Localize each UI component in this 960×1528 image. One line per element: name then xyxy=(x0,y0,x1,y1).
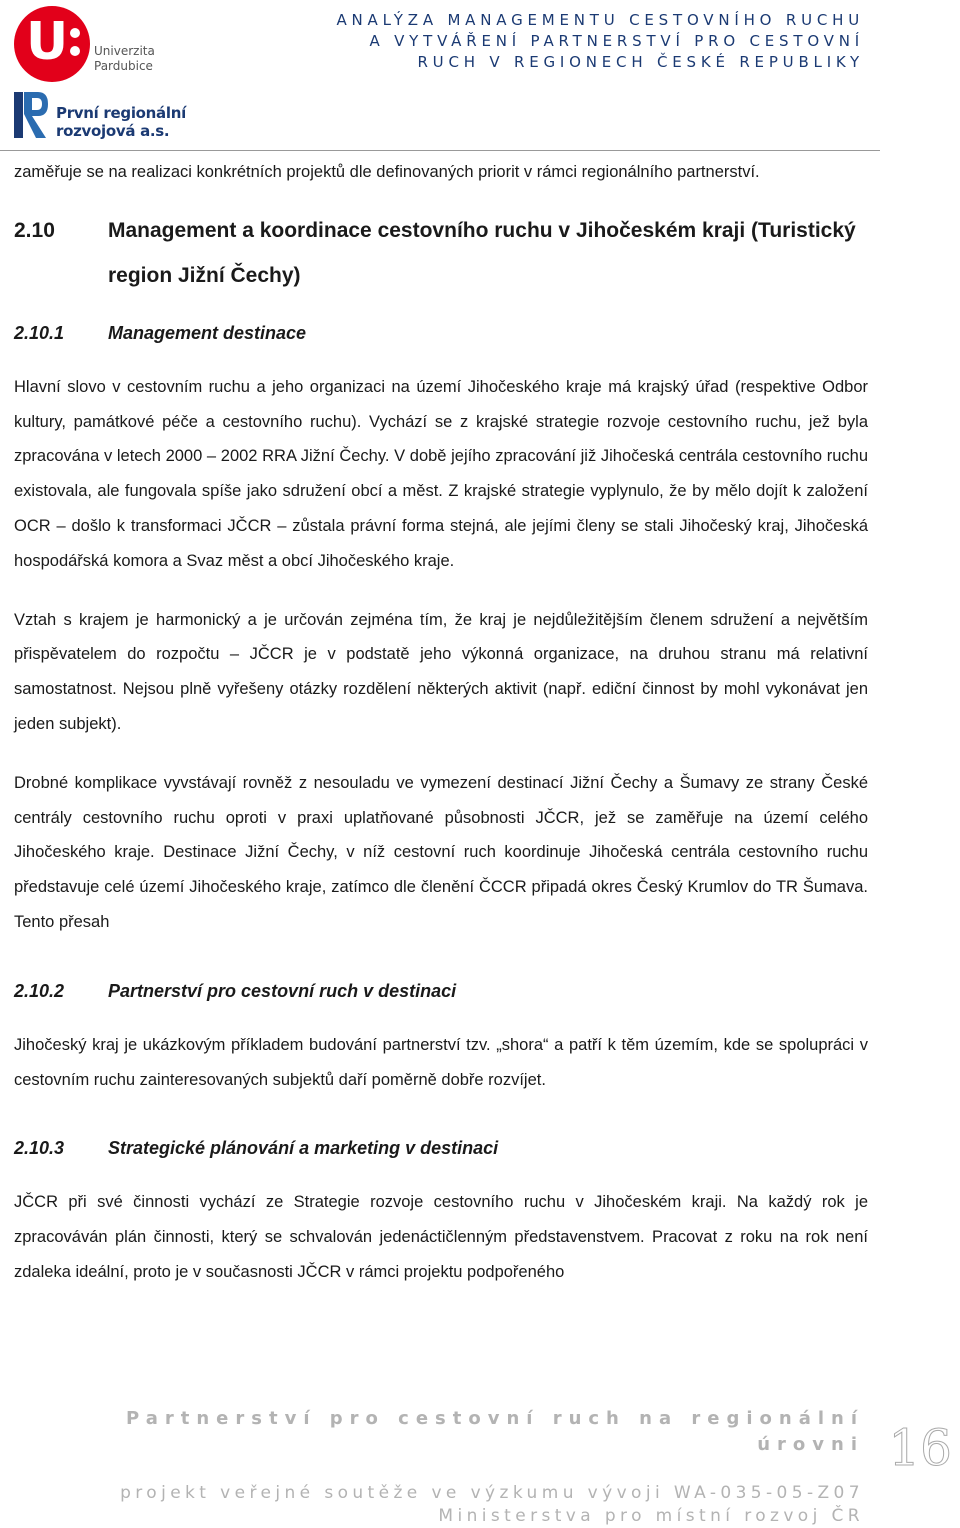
subsection-heading xyxy=(14,316,868,350)
subsection-heading xyxy=(14,1131,868,1165)
header-divider xyxy=(0,150,880,151)
subsection-title: Partnerství pro cestovní ruch v destinaci xyxy=(108,980,457,1001)
agency-logo-line1: První regionální xyxy=(56,104,186,122)
subsection-heading xyxy=(14,974,868,1008)
footer-project-line: projekt veřejné soutěže ve výzkumu vývoji WA-035-05-Z07 xyxy=(120,1483,864,1503)
university-logo-mark: U xyxy=(14,6,90,82)
prvni-regionalni-rozvojova-logo xyxy=(14,90,214,142)
subsection-number: 2.10.2 xyxy=(14,980,65,1001)
footer-title: Partnerství pro cestovní ruch na regionální úrovni xyxy=(126,1408,864,1455)
university-pardubice-logo xyxy=(14,6,214,82)
university-logo-text: Univerzita Pardubice xyxy=(94,44,155,73)
footer-project-info xyxy=(120,1482,864,1528)
paragraph: Vztah s krajem je harmonický a je určován zejména tím, že kraj je nejdůležitějším členem sdružení a největším přispěvatelem do rozpočtu – JČCR je v podstatě jeho výkonná organizace, na druhou stranu má relativní samostatnost. Nejsou plně vyřešeny otázky rozdělení některých aktivit (např. ediční činnost by mohl vykonávat jen jeden subjekt). xyxy=(14,610,868,733)
footer-ministry-line: Ministerstva pro místní rozvoj ČR xyxy=(438,1506,864,1526)
paragraph: Drobné komplikace vyvstávají rovněž z nesouladu ve vymezení destinací Jižní Čechy a Šumavy ze strany České centrály cestovního ruchu oproti v praxi uplatňované působnosti JČCR, jež se zaměřuje na území celého Jihočeského kraje. Destinace Jižní Čechy, v níž cestovní ruch koordinuje Jihočeská centrála cestovního ruchu představuje celé území Jihočeského kraje, zatímco dle členění ČCCR připadá okres Český Krumlov do TR Šumava. Tento přesah xyxy=(14,773,868,931)
section-heading xyxy=(14,208,868,298)
document-header-title xyxy=(336,10,864,73)
agency-logo-mark xyxy=(14,90,52,140)
paragraph: JČCR při své činnosti vychází ze Strategie rozvoje cestovního ruchu v Jihočeském kraji. Na každý rok je zpracováván plán činnosti, který se schvalován jedenáctičlenným představenstvem. Pracovat z roku na rok není zdaleka ideální, proto je v současnosti JČCR v rámci projektu podpořeného xyxy=(14,1193,868,1281)
page-number: 16 xyxy=(888,1419,952,1477)
header-title-line: A VYTVÁŘENÍ PARTNERSTVÍ PRO CESTOVNÍ xyxy=(369,32,864,50)
section-number: 2.10 xyxy=(14,218,55,242)
document-body xyxy=(14,155,868,1290)
intro-paragraph: zaměřuje se na realizaci konkrétních projektů dle definovaných priorit v rámci regionálního partnerství. xyxy=(14,163,760,181)
agency-logo-line2: rozvojová a.s. xyxy=(56,122,170,140)
header-title-line: RUCH V REGIONECH ČESKÉ REPUBLIKY xyxy=(417,53,864,71)
paragraph: Jihočeský kraj je ukázkovým příkladem budování partnerství tzv. „shora“ a patří k těm územím, kde se spolupráci v cestovním ruchu zainteresovaných subjektů daří poměrně dobře rozvíjet. xyxy=(14,1035,868,1089)
subsection-title: Management destinace xyxy=(108,322,307,343)
subsection-number: 2.10.3 xyxy=(14,1138,65,1159)
subsection-title: Strategické plánování a marketing v destinaci xyxy=(108,1138,499,1159)
section-title: Management a koordinace cestovního ruchu v Jihočeském kraji (Turistický region Jižní Čechy) xyxy=(108,218,856,287)
paragraph: Hlavní slovo v cestovním ruchu a jeho organizaci na území Jihočeského kraje má krajský úřad (respektive Odbor kultury, památkové péče a cestovního ruchu). Vychází se z krajské strategie rozvoje cestovního ruchu, jež byla zpracována v letech 2000 – 2002 RRA Jižní Čechy. V době jejího zpracování již Jihočeská centrála cestovního ruchu existovala, ale fungovala spíše jako sdružení obcí a měst. Z krajské strategie vyplynulo, že by mělo dojít k založení OCR – došlo k transformaci JČCR – zůstala právní forma stejná, ale jejími členy se stali Jihočeský kraj, Jihočeská hospodářská komora a Svaz měst a obcí Jihočeského kraje. xyxy=(14,377,868,570)
subsection-number: 2.10.1 xyxy=(14,322,65,343)
header-title-line: ANALÝZA MANAGEMENTU CESTOVNÍHO RUCHU xyxy=(336,11,864,29)
